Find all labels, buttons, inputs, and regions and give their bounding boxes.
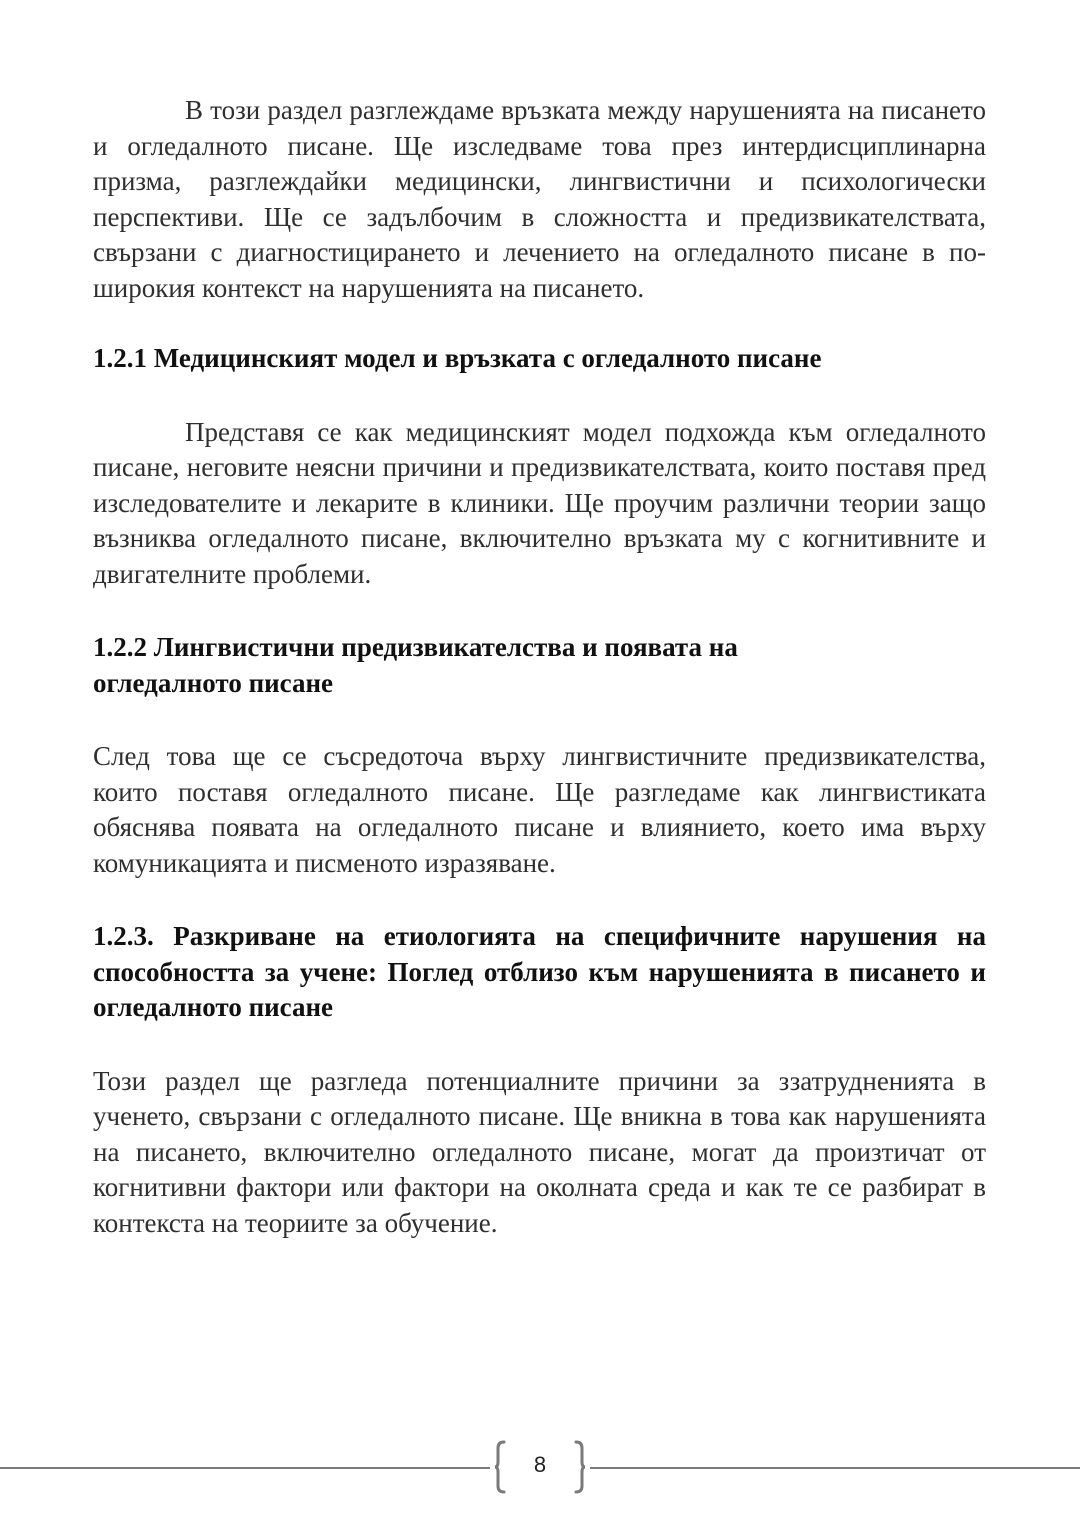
- right-brace-icon: [574, 1440, 586, 1494]
- section-heading-1-2-2: [93, 630, 986, 701]
- page-content: [93, 93, 986, 1241]
- left-brace-icon: [494, 1440, 506, 1494]
- section-body-1-2-1: Представя се как медицинският модел подхожда към огледалното писане, неговите неясни причини и предизвикателствата, които поставя пред изследователите и лекарите в клиники. Ще проучим различни теории защо възниква огледалното писане, включително връзката му с когнитивните и двигателните проблеми.: [93, 416, 986, 589]
- section-heading-1-2-2-line2: огледалното писане: [93, 667, 334, 698]
- footer-rule-left: [0, 1467, 490, 1469]
- section-heading-1-2-3: 1.2.3. Разкриване на етиологията на специфичните нарушения на способността за учене: Поглед отблизо към нарушенията в писането и огледалното писане: [93, 921, 986, 1022]
- section-heading-1-2-2-line1: 1.2.2 Лингвистични предизвикателства и появата на: [93, 632, 738, 662]
- section-heading-1-2-1: 1.2.1 Медицинският модел и връзката с огледалното писане: [93, 343, 822, 373]
- section-body-1-2-3: Този раздел ще разгледа потенциалните причини за ззатрудненията в ученето, свързани с огледалното писане. Ще вникна в това как нарушенията на писането, включително огледалното писане, могат да произтичат от когнитивни фактори или фактори на околната среда и как те се разбират в контекста на теориите за обучение.: [93, 1065, 986, 1238]
- footer-rule-right: [590, 1467, 1080, 1469]
- page-number: 8: [533, 1452, 547, 1477]
- intro-paragraph: В този раздел разглеждаме връзката между нарушенията на писането и огледалното писане. Ще изследваме това през интердисциплинарна призма, разглеждайки медицински, лингвистични и психологически перспективи. Ще се задълбочим в сложността и предизвикателствата, свързани с диагностицирането и лечението на огледалното писане в по-широкия контекст на нарушенията на писането.: [93, 95, 986, 303]
- section-body-1-2-2: След това ще се съсредоточа върху лингвистичните предизвикателства, които поставя огледалното писане. Ще разгледаме как лингвистиката обяснява появата на огледалното писане и влиянието, което има върху комуникацията и писменото изразяване.: [93, 741, 986, 878]
